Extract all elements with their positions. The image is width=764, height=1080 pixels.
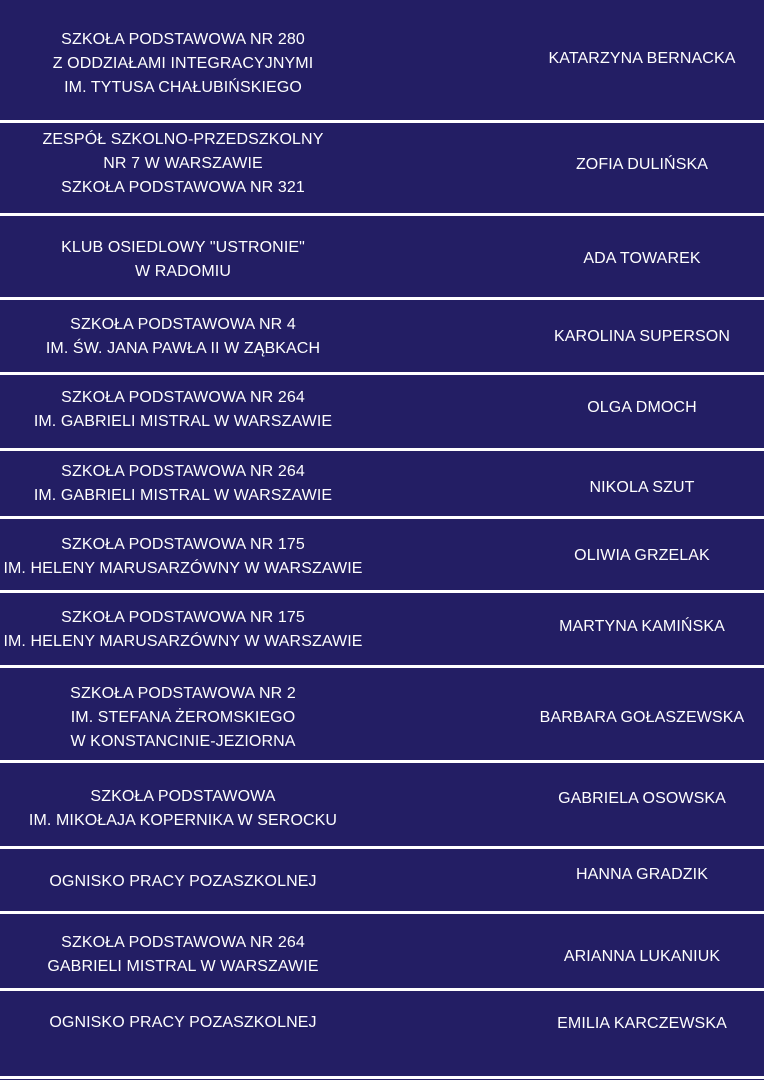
school-name-line: IM. TYTUSA CHAŁUBIŃSKIEGO (64, 79, 302, 96)
student-name: ZOFIA DULIŃSKA (575, 156, 709, 173)
student-name: HANNA GRADZIK (576, 866, 708, 883)
student-name: GABRIELA OSOWSKA (558, 790, 726, 807)
student-name: BARBARA GOŁASZEWSKA (539, 709, 745, 726)
school-name-line: IM. GABRIELI MISTRAL W WARSZAWIE (33, 487, 333, 504)
school-name-line: IM. HELENY MARUSARZÓWNY W WARSZAWIE (3, 633, 363, 650)
school-name (0, 533, 366, 581)
school-name (0, 785, 366, 833)
school-name-line: Z ODDZIAŁAMI INTEGRACYJNYMI (52, 55, 314, 72)
row-divider (0, 372, 764, 375)
row-divider (0, 213, 764, 216)
school-name-line: SZKOŁA PODSTAWOWA NR 175 (61, 609, 305, 626)
student-name: OLIWIA GRZELAK (574, 547, 710, 564)
school-name-line: OGNISKO PRACY POZASZKOLNEJ (49, 873, 317, 890)
school-name-line: SZKOŁA PODSTAWOWA NR 264 (61, 389, 305, 406)
school-name-line: IM. STEFANA ŻEROMSKIEGO (70, 709, 296, 726)
row-divider (0, 516, 764, 519)
row-divider (0, 448, 764, 451)
school-name (0, 606, 366, 654)
school-name-line: W KONSTANCINIE-JEZIORNA (70, 733, 296, 750)
school-name-line: OGNISKO PRACY POZASZKOLNEJ (49, 1014, 317, 1031)
row-divider (0, 665, 764, 668)
school-name-line: SZKOŁA PODSTAWOWA NR 264 (61, 934, 305, 951)
school-name-line: KLUB OSIEDLOWY "USTRONIE" (61, 239, 305, 256)
school-name-line: SZKOŁA PODSTAWOWA (90, 788, 276, 805)
school-name-line: W RADOMIU (134, 263, 231, 280)
school-name (0, 236, 366, 284)
school-name-line: SZKOŁA PODSTAWOWA NR 264 (61, 463, 305, 480)
student-name: KAROLINA SUPERSON (554, 328, 730, 345)
student-name: ADA TOWAREK (583, 250, 701, 267)
student-name: EMILIA KARCZEWSKA (557, 1015, 727, 1032)
student-name: NIKOLA SZUT (589, 479, 695, 496)
row-divider (0, 1076, 764, 1079)
row-divider (0, 120, 764, 123)
row-divider (0, 846, 764, 849)
row-divider (0, 590, 764, 593)
school-name (0, 128, 366, 200)
school-name-line: SZKOŁA PODSTAWOWA NR 2 (70, 685, 296, 702)
school-name-line: IM. MIKOŁAJA KOPERNIKA W SEROCKU (28, 812, 338, 829)
school-name (0, 460, 366, 508)
school-name-line: IM. HELENY MARUSARZÓWNY W WARSZAWIE (3, 560, 363, 577)
row-divider (0, 911, 764, 914)
school-name (0, 870, 366, 894)
student-name: MARTYNA KAMIŃSKA (559, 618, 725, 635)
school-name-line: ZESPÓŁ SZKOLNO-PRZEDSZKOLNY (42, 131, 324, 148)
school-name-line: GABRIELI MISTRAL W WARSZAWIE (47, 958, 319, 975)
school-name (0, 1011, 366, 1035)
school-name-line: IM. ŚW. JANA PAWŁA II W ZĄBKACH (45, 340, 321, 357)
school-name-line: IM. GABRIELI MISTRAL W WARSZAWIE (33, 413, 333, 430)
row-divider (0, 760, 764, 763)
school-name-line: SZKOŁA PODSTAWOWA NR 280 (61, 31, 305, 48)
row-divider (0, 297, 764, 300)
school-name (0, 386, 366, 434)
student-name: ARIANNA LUKANIUK (563, 948, 721, 965)
school-name (0, 313, 366, 361)
student-name: KATARZYNA BERNACKA (548, 50, 736, 67)
school-name-line: SZKOŁA PODSTAWOWA NR 175 (61, 536, 305, 553)
school-name-line: SZKOŁA PODSTAWOWA NR 321 (61, 179, 305, 196)
school-name (0, 931, 366, 979)
school-name (0, 28, 366, 100)
school-name (0, 682, 366, 754)
school-name-line: SZKOŁA PODSTAWOWA NR 4 (70, 316, 296, 333)
student-name: OLGA DMOCH (587, 399, 697, 416)
school-name-line: NR 7 W WARSZAWIE (103, 155, 263, 172)
row-divider (0, 988, 764, 991)
